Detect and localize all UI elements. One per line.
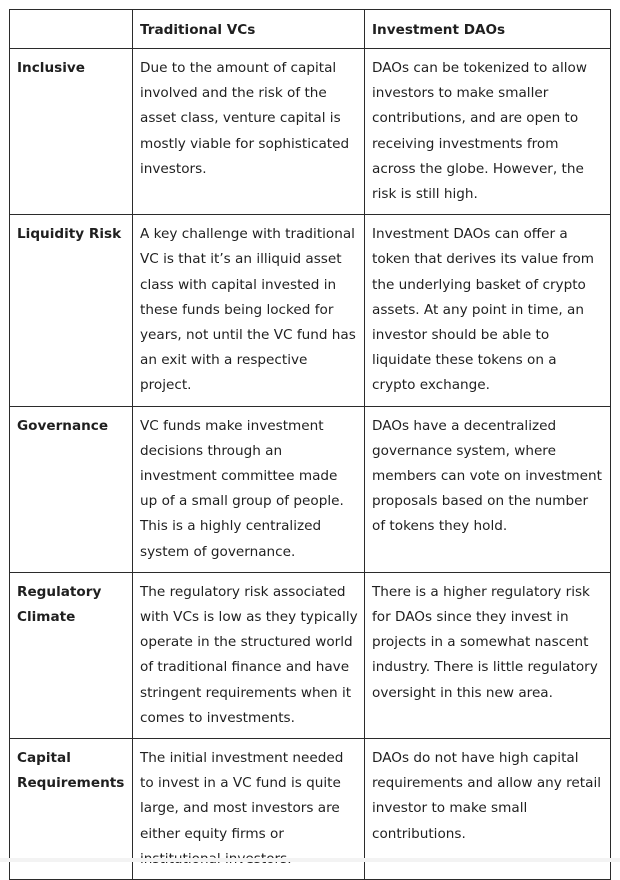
cell-liquidity-risk-vc: A key challenge with traditional VC is that it’s an illiquid asset class with capital invested in these funds being locked for years, not until the VC fund has an exit with a respective project. bbox=[133, 215, 365, 406]
header-traditional-vcs: Traditional VCs bbox=[133, 10, 365, 49]
cell-governance-vc: VC funds make investment decisions through an investment committee made up of a small group of people. This is a highly centralized system of governance. bbox=[133, 406, 365, 572]
cell-regulatory-climate-dao: There is a higher regulatory risk for DAOs since they invest in projects in a somewhat nascent industry. There is little regulatory oversight in this new area. bbox=[365, 572, 611, 738]
cell-governance-dao: DAOs have a decentralized governance system, where members can vote on investment proposals based on the number of tokens they hold. bbox=[365, 406, 611, 572]
row-label-inclusive: Inclusive bbox=[10, 49, 133, 215]
row-label-regulatory-climate: Regulatory Climate bbox=[10, 572, 133, 738]
header-empty-cell bbox=[10, 10, 133, 49]
table-row bbox=[10, 406, 611, 572]
cell-liquidity-risk-dao: Investment DAOs can offer a token that derives its value from the underlying basket of crypto assets. At any point in time, an investor should be able to liquidate these tokens on a crypto exchange. bbox=[365, 215, 611, 406]
row-label-capital-requirements: Capital Requirements bbox=[10, 739, 133, 880]
cell-capital-requirements-vc: The initial investment needed to invest in a VC fund is quite large, and most investors are either equity firms or bbox=[133, 739, 365, 880]
row-label-governance: Governance bbox=[10, 406, 133, 572]
cell-inclusive-dao: DAOs can be tokenized to allow investors to make smaller contributions, and are open to receiving investments from across the globe. However, the risk is still high. bbox=[365, 49, 611, 215]
header-investment-daos: Investment DAOs bbox=[365, 10, 611, 49]
table-row bbox=[10, 572, 611, 738]
table-row bbox=[10, 49, 611, 215]
table-header-row bbox=[10, 10, 611, 49]
page-bottom-edge bbox=[0, 858, 620, 862]
cell-inclusive-vc: Due to the amount of capital involved and the risk of the asset class, venture capital is mostly viable for sophisticated investors. bbox=[133, 49, 365, 215]
comparison-table bbox=[9, 9, 611, 880]
table-row bbox=[10, 215, 611, 406]
cell-regulatory-climate-vc: The regulatory risk associated with VCs is low as they typically operate in the structured world of traditional finance and have stringent requirements when it comes to investments. bbox=[133, 572, 365, 738]
cell-capital-requirements-dao: DAOs do not have high capital requirements and allow any retail investor to make small contributions. bbox=[365, 739, 611, 880]
row-label-liquidity-risk: Liquidity Risk bbox=[10, 215, 133, 406]
